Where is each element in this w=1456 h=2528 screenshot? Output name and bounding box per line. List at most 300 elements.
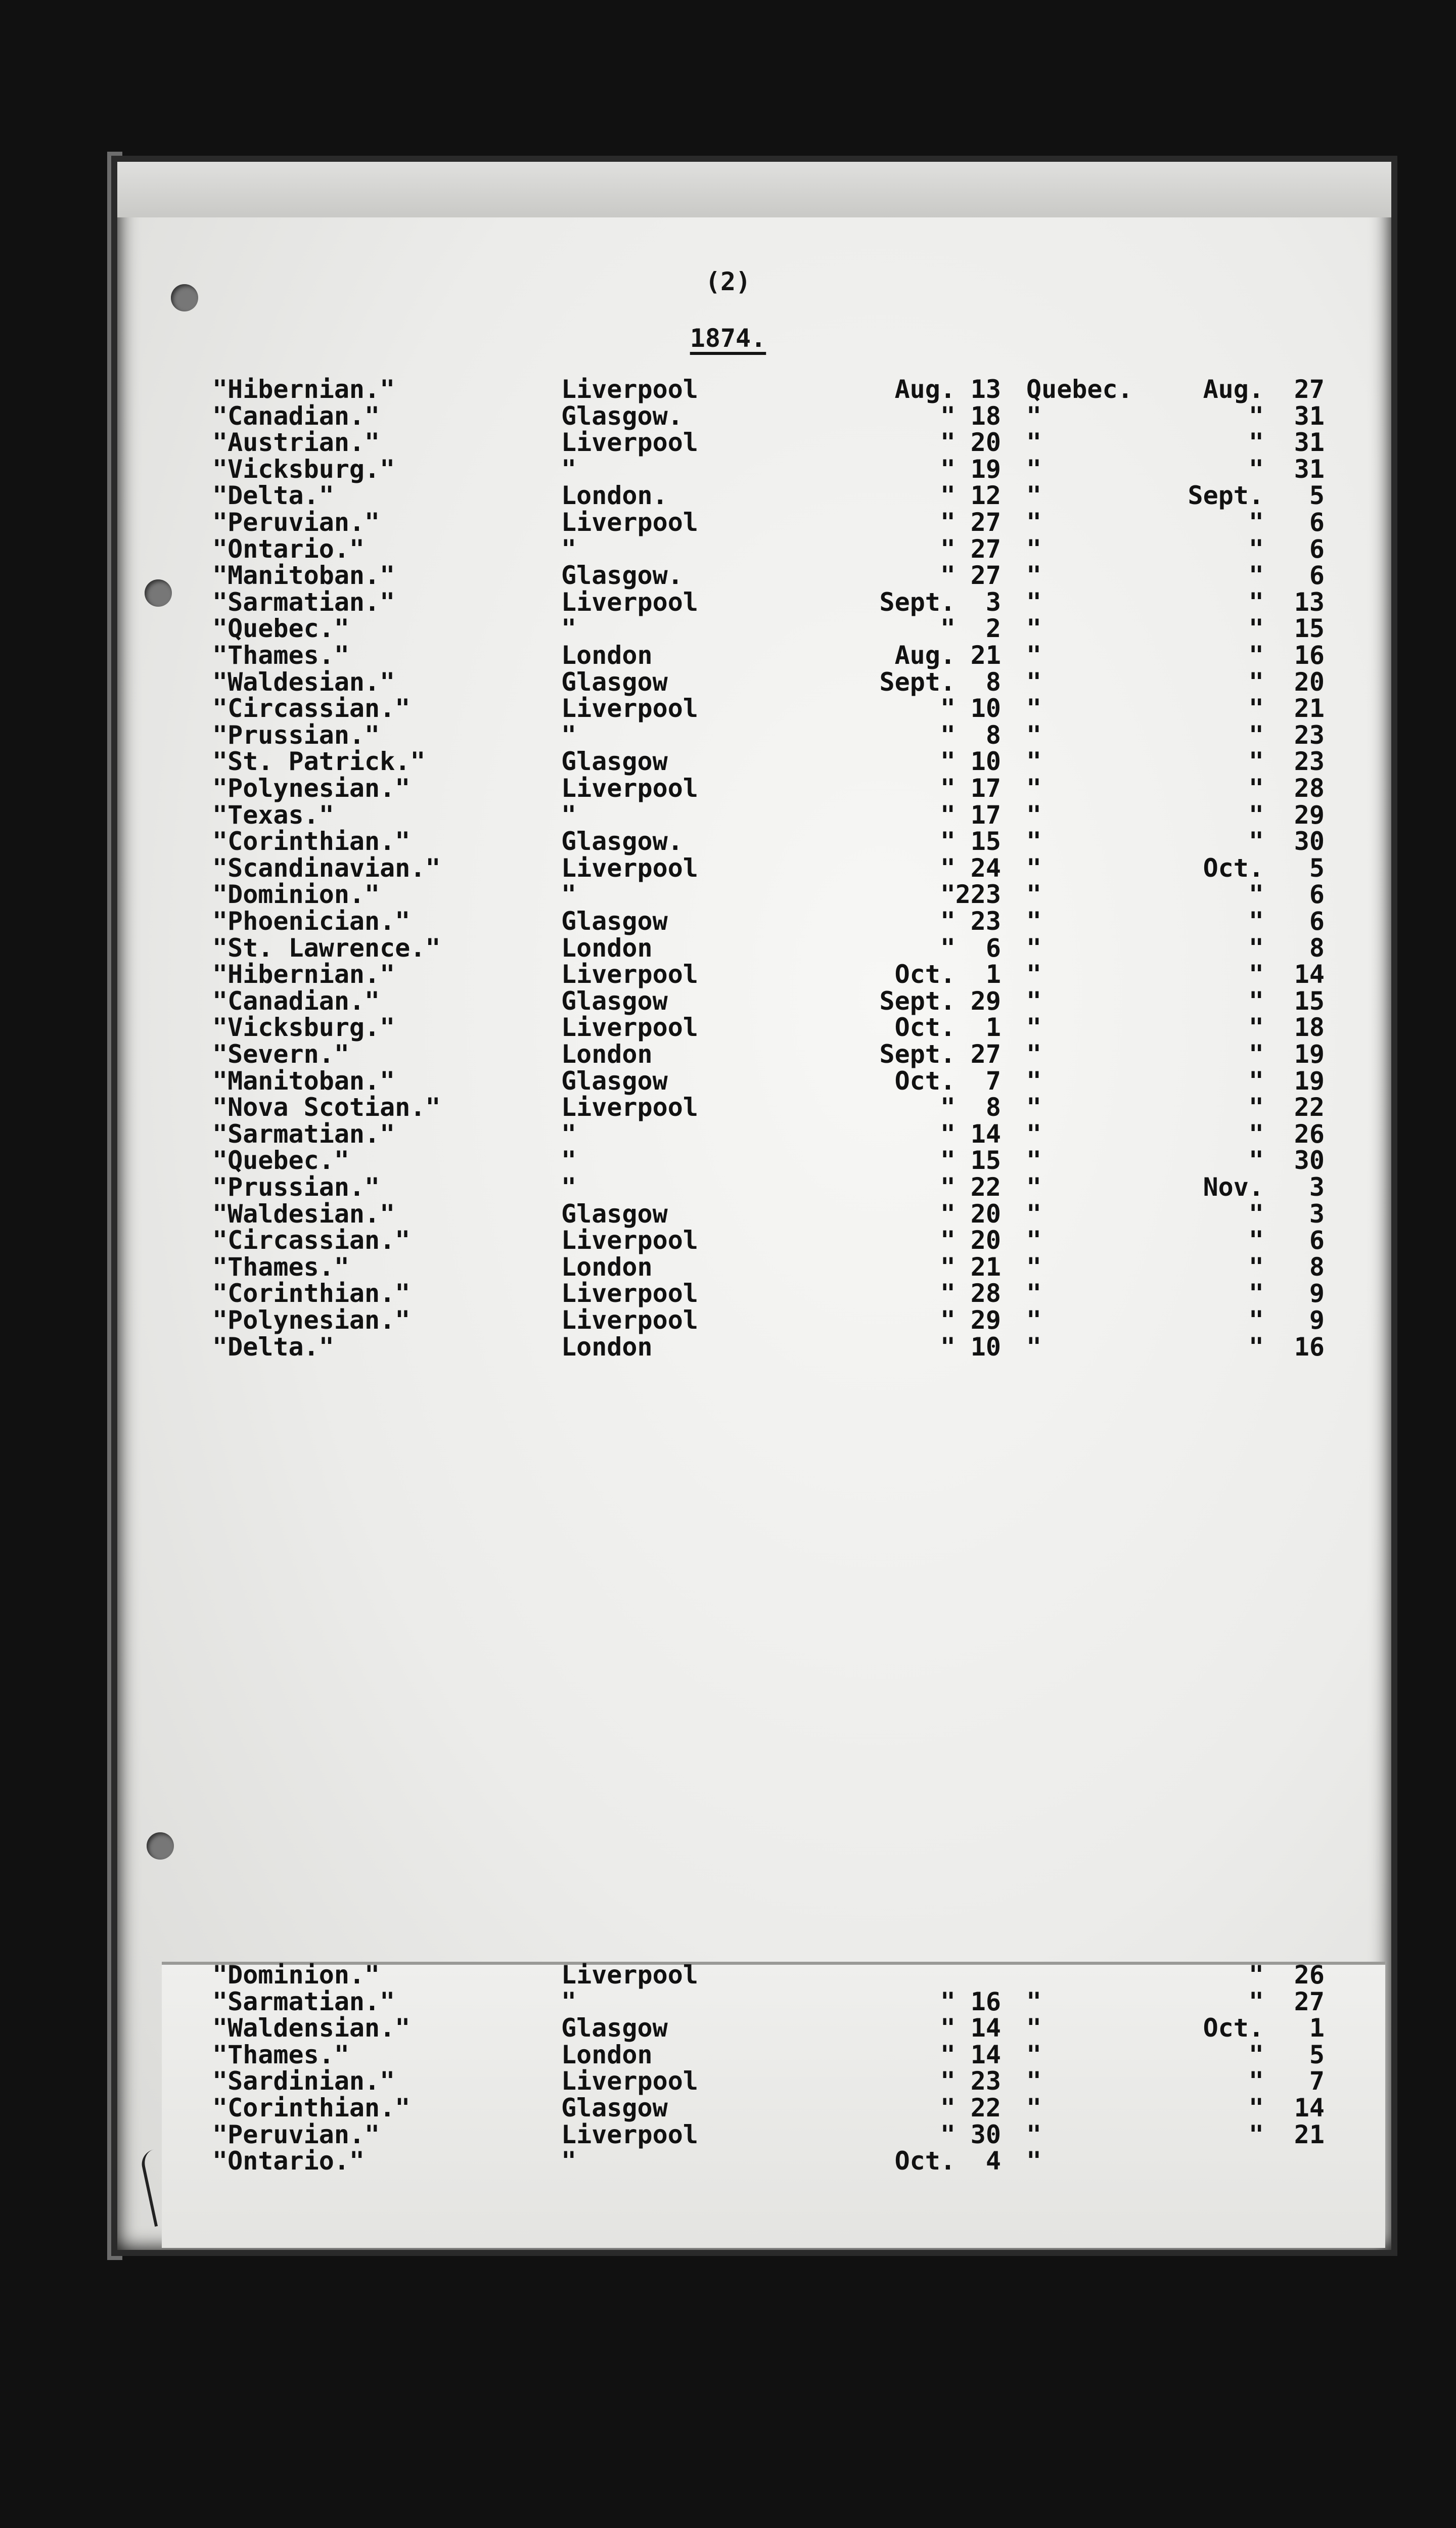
departure-port: Glasgow. bbox=[561, 561, 683, 591]
departure-day: 13 bbox=[970, 375, 1001, 404]
departure-month: " bbox=[940, 1226, 956, 1255]
ship-name: "Polynesian." bbox=[212, 774, 411, 803]
departure-day: 10 bbox=[970, 1332, 1001, 1362]
arrival-day: 6 bbox=[1309, 534, 1325, 564]
ship-name: "Texas." bbox=[212, 800, 334, 830]
table-row bbox=[0, 1068, 1456, 1095]
arrival-day: 5 bbox=[1309, 481, 1325, 511]
ship-name: "Ontario." bbox=[212, 2146, 365, 2176]
table-row bbox=[0, 642, 1456, 669]
departure-port: Liverpool bbox=[561, 2066, 698, 2096]
departure-port: " bbox=[561, 1119, 577, 1149]
departure-month: " bbox=[940, 2040, 956, 2069]
departure-day: 27 bbox=[970, 508, 1001, 537]
departure-port: Liverpool bbox=[561, 428, 698, 458]
table-row bbox=[0, 695, 1456, 722]
departure-port: Glasgow bbox=[561, 1066, 668, 1096]
departure-month: " bbox=[940, 1172, 956, 1202]
arrival-day: 6 bbox=[1309, 907, 1325, 936]
arrival-day: 21 bbox=[1294, 694, 1325, 724]
departure-day: 23 bbox=[970, 907, 1001, 936]
destination: " bbox=[1026, 641, 1042, 670]
ship-name: "Sarmatian." bbox=[212, 1119, 395, 1149]
departure-month: " bbox=[940, 720, 956, 750]
departure-port: Liverpool bbox=[561, 694, 698, 724]
ship-name: "Dominion." bbox=[212, 1960, 380, 1990]
departure-month: " bbox=[940, 1305, 956, 1335]
departure-day: 21 bbox=[970, 641, 1001, 670]
destination: " bbox=[1026, 508, 1042, 537]
table-row bbox=[0, 908, 1456, 935]
arrival-month: " bbox=[1248, 614, 1264, 644]
arrival-month: " bbox=[1248, 1305, 1264, 1335]
table-row bbox=[0, 1334, 1456, 1361]
destination: " bbox=[1026, 428, 1042, 458]
destination: " bbox=[1026, 2119, 1042, 2149]
ship-name: "Prussian." bbox=[212, 1172, 380, 1202]
destination: " bbox=[1026, 800, 1042, 830]
ship-name: "Ontario." bbox=[212, 534, 365, 564]
arrival-day: 29 bbox=[1294, 800, 1325, 830]
departure-port: Liverpool bbox=[561, 375, 698, 404]
table-row bbox=[0, 1014, 1456, 1041]
arrival-day: 16 bbox=[1294, 641, 1325, 670]
departure-month: " bbox=[940, 694, 956, 724]
arrival-month: " bbox=[1248, 720, 1264, 750]
destination: " bbox=[1026, 667, 1042, 697]
departure-port: Glasgow bbox=[561, 2013, 668, 2043]
arrival-day: 27 bbox=[1294, 1987, 1325, 2016]
departure-month: " bbox=[940, 880, 956, 910]
departure-day: 16 bbox=[970, 1987, 1001, 2016]
ship-name: "Waldensian." bbox=[212, 2013, 411, 2043]
arrival-month: " bbox=[1248, 907, 1264, 936]
arrival-day: 30 bbox=[1294, 827, 1325, 856]
arrival-month: Nov. bbox=[1203, 1172, 1264, 1202]
destination: " bbox=[1026, 534, 1042, 564]
arrival-month: " bbox=[1248, 827, 1264, 856]
table-row bbox=[0, 1041, 1456, 1068]
arrival-month: " bbox=[1248, 2119, 1264, 2149]
page-year: 1874. bbox=[690, 324, 766, 353]
table-row bbox=[0, 1280, 1456, 1307]
departure-port: Liverpool bbox=[561, 960, 698, 989]
arrival-day: 9 bbox=[1309, 1305, 1325, 1335]
departure-port: " bbox=[561, 2146, 577, 2176]
departure-port: Liverpool bbox=[561, 1226, 698, 1255]
departure-month: Sept. bbox=[879, 1040, 956, 1069]
table-row bbox=[0, 1307, 1456, 1334]
departure-month: " bbox=[940, 401, 956, 431]
departure-day: 8 bbox=[985, 1093, 1001, 1122]
destination: " bbox=[1026, 774, 1042, 803]
table-row bbox=[0, 775, 1456, 802]
departure-day: 17 bbox=[970, 800, 1001, 830]
table-row bbox=[0, 562, 1456, 589]
arrival-month: " bbox=[1248, 1199, 1264, 1229]
table-row bbox=[0, 988, 1456, 1015]
departure-month: " bbox=[940, 454, 956, 484]
destination: " bbox=[1026, 1252, 1042, 1282]
departure-port: Liverpool bbox=[561, 508, 698, 537]
departure-port: London bbox=[561, 2040, 653, 2069]
ship-name: "St. Patrick." bbox=[212, 747, 426, 777]
departure-port: " bbox=[561, 534, 577, 564]
table-row bbox=[0, 456, 1456, 483]
destination: " bbox=[1026, 853, 1042, 883]
departure-day: 21 bbox=[970, 1252, 1001, 1282]
destination: " bbox=[1026, 1226, 1042, 1255]
arrival-month: " bbox=[1248, 960, 1264, 989]
departure-month: Aug. bbox=[894, 641, 956, 670]
ship-name: "St. Lawrence." bbox=[212, 933, 441, 963]
arrival-month: " bbox=[1248, 1040, 1264, 1069]
arrival-month: " bbox=[1248, 534, 1264, 564]
arrival-month: " bbox=[1248, 454, 1264, 484]
table-row bbox=[0, 802, 1456, 829]
departure-month: " bbox=[940, 2013, 956, 2043]
departure-port: Glasgow bbox=[561, 907, 668, 936]
arrival-month: " bbox=[1248, 986, 1264, 1016]
ship-name: "Thames." bbox=[212, 1252, 349, 1282]
ship-name: "Thames." bbox=[212, 2040, 349, 2069]
departure-port: " bbox=[561, 1172, 577, 1202]
destination: " bbox=[1026, 1093, 1042, 1122]
arrival-day: 23 bbox=[1294, 720, 1325, 750]
table-row bbox=[0, 1174, 1456, 1201]
arrival-day: 14 bbox=[1294, 960, 1325, 989]
arrival-day: 6 bbox=[1309, 1226, 1325, 1255]
departure-month: " bbox=[940, 1987, 956, 2016]
table-row bbox=[0, 2121, 1456, 2148]
departure-month: " bbox=[940, 1332, 956, 1362]
destination: " bbox=[1026, 401, 1042, 431]
departure-day: 29 bbox=[970, 1305, 1001, 1335]
departure-day: 14 bbox=[970, 2013, 1001, 2043]
arrival-day: 19 bbox=[1294, 1040, 1325, 1069]
destination: " bbox=[1026, 1332, 1042, 1362]
departure-day: 8 bbox=[985, 667, 1001, 697]
arrival-month: " bbox=[1248, 1279, 1264, 1308]
destination: " bbox=[1026, 2013, 1042, 2043]
ship-name: "Austrian." bbox=[212, 428, 380, 458]
departure-month: Sept. bbox=[879, 986, 956, 1016]
table-row bbox=[0, 1962, 1456, 1989]
departure-day: 8 bbox=[985, 720, 1001, 750]
departure-day: 27 bbox=[970, 534, 1001, 564]
ship-name: "Canadian." bbox=[212, 986, 380, 1016]
table-row bbox=[0, 828, 1456, 855]
destination: " bbox=[1026, 2146, 1042, 2176]
arrival-day: 26 bbox=[1294, 1119, 1325, 1149]
arrival-month: Oct. bbox=[1203, 2013, 1264, 2043]
departure-day: 24 bbox=[970, 853, 1001, 883]
departure-port: Liverpool bbox=[561, 1093, 698, 1122]
departure-port: Glasgow bbox=[561, 1199, 668, 1229]
departure-port: Glasgow bbox=[561, 667, 668, 697]
departure-day: 4 bbox=[985, 2146, 1001, 2176]
arrival-month: " bbox=[1248, 1013, 1264, 1043]
arrival-day: 21 bbox=[1294, 2119, 1325, 2149]
departure-month: " bbox=[940, 800, 956, 830]
destination: " bbox=[1026, 986, 1042, 1016]
ship-name: "Circassian." bbox=[212, 694, 411, 724]
arrival-month: " bbox=[1248, 1066, 1264, 1096]
arrival-day: 7 bbox=[1309, 2066, 1325, 2096]
departure-day: 29 bbox=[970, 986, 1001, 1016]
destination: " bbox=[1026, 1013, 1042, 1043]
page-number: (2) bbox=[705, 267, 751, 296]
arrival-day: 5 bbox=[1309, 853, 1325, 883]
departure-port: " bbox=[561, 880, 577, 910]
arrival-day: 18 bbox=[1294, 1013, 1325, 1043]
ship-name: "Vicksburg." bbox=[212, 1013, 395, 1043]
ship-name: "Prussian." bbox=[212, 720, 380, 750]
ship-name: "Peruvian." bbox=[212, 508, 380, 537]
destination: " bbox=[1026, 1199, 1042, 1229]
table-row bbox=[0, 1254, 1456, 1281]
arrival-month: " bbox=[1248, 880, 1264, 910]
departure-month: Sept. bbox=[879, 587, 956, 617]
arrival-day: 15 bbox=[1294, 986, 1325, 1016]
table-row bbox=[0, 509, 1456, 536]
arrival-day: 1 bbox=[1309, 2013, 1325, 2043]
arrival-day: 28 bbox=[1294, 774, 1325, 803]
arrival-day: 16 bbox=[1294, 1332, 1325, 1362]
table-row bbox=[0, 669, 1456, 696]
arrival-day: 27 bbox=[1294, 375, 1325, 404]
departure-day: 20 bbox=[970, 1199, 1001, 1229]
arrival-day: 13 bbox=[1294, 587, 1325, 617]
departure-port: Liverpool bbox=[561, 1305, 698, 1335]
departure-day: 2 bbox=[985, 614, 1001, 644]
departure-month: Sept. bbox=[879, 667, 956, 697]
arrival-day: 19 bbox=[1294, 1066, 1325, 1096]
destination: " bbox=[1026, 2040, 1042, 2069]
departure-day: 28 bbox=[970, 1279, 1001, 1308]
departure-port: Liverpool bbox=[561, 774, 698, 803]
arrival-month: " bbox=[1248, 1119, 1264, 1149]
destination: " bbox=[1026, 1146, 1042, 1176]
ship-name: "Corinthian." bbox=[212, 2093, 411, 2123]
ship-name: "Delta." bbox=[212, 1332, 334, 1362]
destination: " bbox=[1026, 454, 1042, 484]
departure-day: 223 bbox=[955, 880, 1001, 910]
departure-month: " bbox=[940, 1199, 956, 1229]
departure-port: London. bbox=[561, 481, 668, 511]
destination: " bbox=[1026, 1172, 1042, 1202]
table-row bbox=[0, 1227, 1456, 1254]
destination: " bbox=[1026, 561, 1042, 591]
departure-month: " bbox=[940, 2093, 956, 2123]
destination: " bbox=[1026, 2066, 1042, 2096]
table-row bbox=[0, 935, 1456, 962]
departure-month: " bbox=[940, 534, 956, 564]
table-row bbox=[0, 403, 1456, 430]
arrival-month: " bbox=[1248, 2040, 1264, 2069]
arrival-day: 9 bbox=[1309, 1279, 1325, 1308]
ship-name: "Quebec." bbox=[212, 1146, 349, 1176]
departure-day: 18 bbox=[970, 401, 1001, 431]
departure-port: Liverpool bbox=[561, 853, 698, 883]
departure-day: 1 bbox=[985, 960, 1001, 989]
departure-port: Glasgow. bbox=[561, 827, 683, 856]
arrival-month: " bbox=[1248, 1093, 1264, 1122]
arrival-month: " bbox=[1248, 1960, 1264, 1990]
departure-month: " bbox=[940, 614, 956, 644]
arrival-day: 31 bbox=[1294, 454, 1325, 484]
departure-port: " bbox=[561, 614, 577, 644]
departure-day: 20 bbox=[970, 1226, 1001, 1255]
departure-port: Glasgow bbox=[561, 986, 668, 1016]
table-row bbox=[0, 376, 1456, 403]
destination: Quebec. bbox=[1026, 375, 1133, 404]
table-row bbox=[0, 429, 1456, 456]
arrival-day: 3 bbox=[1309, 1172, 1325, 1202]
departure-port: " bbox=[561, 1146, 577, 1176]
arrival-month: " bbox=[1248, 694, 1264, 724]
arrival-day: 6 bbox=[1309, 508, 1325, 537]
departure-month: " bbox=[940, 1279, 956, 1308]
table-row bbox=[0, 1201, 1456, 1228]
arrival-day: 6 bbox=[1309, 561, 1325, 591]
arrival-month: " bbox=[1248, 747, 1264, 777]
departure-port: Liverpool bbox=[561, 2119, 698, 2149]
departure-port: London bbox=[561, 1252, 653, 1282]
departure-port: " bbox=[561, 454, 577, 484]
departure-day: 27 bbox=[970, 561, 1001, 591]
ship-name: "Sarmatian." bbox=[212, 587, 395, 617]
departure-month: " bbox=[940, 853, 956, 883]
ship-name: "Quebec." bbox=[212, 614, 349, 644]
departure-day: 30 bbox=[970, 2119, 1001, 2149]
arrival-day: 31 bbox=[1294, 401, 1325, 431]
ship-name: "Circassian." bbox=[212, 1226, 411, 1255]
arrival-month: " bbox=[1248, 1332, 1264, 1362]
arrival-day: 15 bbox=[1294, 614, 1325, 644]
table-row bbox=[0, 482, 1456, 509]
arrival-month: " bbox=[1248, 774, 1264, 803]
departure-month: " bbox=[940, 481, 956, 511]
arrival-day: 8 bbox=[1309, 1252, 1325, 1282]
ship-name: "Canadian." bbox=[212, 401, 380, 431]
departure-month: Aug. bbox=[894, 375, 956, 404]
table-row bbox=[0, 961, 1456, 988]
destination: " bbox=[1026, 614, 1042, 644]
destination: " bbox=[1026, 960, 1042, 989]
ship-name: "Dominion." bbox=[212, 880, 380, 910]
arrival-month: Sept. bbox=[1188, 481, 1264, 511]
ship-name: "Corinthian." bbox=[212, 827, 411, 856]
arrival-month: " bbox=[1248, 401, 1264, 431]
departure-month: " bbox=[940, 428, 956, 458]
departure-day: 14 bbox=[970, 1119, 1001, 1149]
destination: " bbox=[1026, 587, 1042, 617]
departure-day: 19 bbox=[970, 454, 1001, 484]
arrival-month: Aug. bbox=[1203, 375, 1264, 404]
departure-month: " bbox=[940, 827, 956, 856]
destination: " bbox=[1026, 907, 1042, 936]
departure-day: 20 bbox=[970, 428, 1001, 458]
departure-month: " bbox=[940, 1252, 956, 1282]
departure-day: 3 bbox=[985, 587, 1001, 617]
departure-month: " bbox=[940, 933, 956, 963]
table-row bbox=[0, 1989, 1456, 2015]
table-row bbox=[0, 1094, 1456, 1121]
departure-month: " bbox=[940, 1119, 956, 1149]
ship-name: "Scandinavian." bbox=[212, 853, 441, 883]
table-row bbox=[0, 1121, 1456, 1148]
table-row bbox=[0, 855, 1456, 882]
destination: " bbox=[1026, 1040, 1042, 1069]
arrival-month: " bbox=[1248, 2066, 1264, 2096]
ship-name: "Waldesian." bbox=[212, 1199, 395, 1229]
destination: " bbox=[1026, 1305, 1042, 1335]
departure-day: 23 bbox=[970, 2066, 1001, 2096]
ship-name: "Vicksburg." bbox=[212, 454, 395, 484]
departure-port: Liverpool bbox=[561, 1960, 698, 1990]
arrival-month: " bbox=[1248, 1146, 1264, 1176]
table-row bbox=[0, 589, 1456, 616]
ship-name: "Peruvian." bbox=[212, 2119, 380, 2149]
departure-day: 12 bbox=[970, 481, 1001, 511]
departure-port: Glasgow bbox=[561, 2093, 668, 2123]
ship-name: "Sarmatian." bbox=[212, 1987, 395, 2016]
ship-name: "Severn." bbox=[212, 1040, 349, 1069]
departure-month: " bbox=[940, 2119, 956, 2149]
arrival-month: " bbox=[1248, 428, 1264, 458]
ship-name: "Corinthian." bbox=[212, 1279, 411, 1308]
arrival-month: " bbox=[1248, 800, 1264, 830]
departure-port: London bbox=[561, 933, 653, 963]
departure-port: Liverpool bbox=[561, 1279, 698, 1308]
destination: " bbox=[1026, 1279, 1042, 1308]
ship-name: "Manitoban." bbox=[212, 561, 395, 591]
departure-day: 1 bbox=[985, 1013, 1001, 1043]
departure-day: 7 bbox=[985, 1066, 1001, 1096]
arrival-day: 30 bbox=[1294, 1146, 1325, 1176]
destination: " bbox=[1026, 880, 1042, 910]
departure-month: " bbox=[940, 508, 956, 537]
destination: " bbox=[1026, 694, 1042, 724]
departure-port: London bbox=[561, 641, 653, 670]
departure-month: " bbox=[940, 561, 956, 591]
departure-day: 17 bbox=[970, 774, 1001, 803]
departure-month: Oct. bbox=[894, 1013, 956, 1043]
destination: " bbox=[1026, 481, 1042, 511]
departure-month: Oct. bbox=[894, 1066, 956, 1096]
table-row bbox=[0, 615, 1456, 642]
arrival-month: " bbox=[1248, 1987, 1264, 2016]
arrival-month: Oct. bbox=[1203, 853, 1264, 883]
departure-day: 22 bbox=[970, 2093, 1001, 2123]
departure-month: Oct. bbox=[894, 960, 956, 989]
departure-port: London bbox=[561, 1040, 653, 1069]
departure-port: Glasgow bbox=[561, 747, 668, 777]
destination: " bbox=[1026, 747, 1042, 777]
table-row bbox=[0, 1147, 1456, 1174]
ship-name: "Delta." bbox=[212, 481, 334, 511]
table-row bbox=[0, 2042, 1456, 2068]
ship-name: "Hibernian." bbox=[212, 960, 395, 989]
departure-port: Liverpool bbox=[561, 1013, 698, 1043]
table-row bbox=[0, 2068, 1456, 2095]
ship-name: "Manitoban." bbox=[212, 1066, 395, 1096]
arrival-day: 14 bbox=[1294, 2093, 1325, 2123]
arrival-month: " bbox=[1248, 933, 1264, 963]
destination: " bbox=[1026, 2093, 1042, 2123]
arrival-day: 23 bbox=[1294, 747, 1325, 777]
